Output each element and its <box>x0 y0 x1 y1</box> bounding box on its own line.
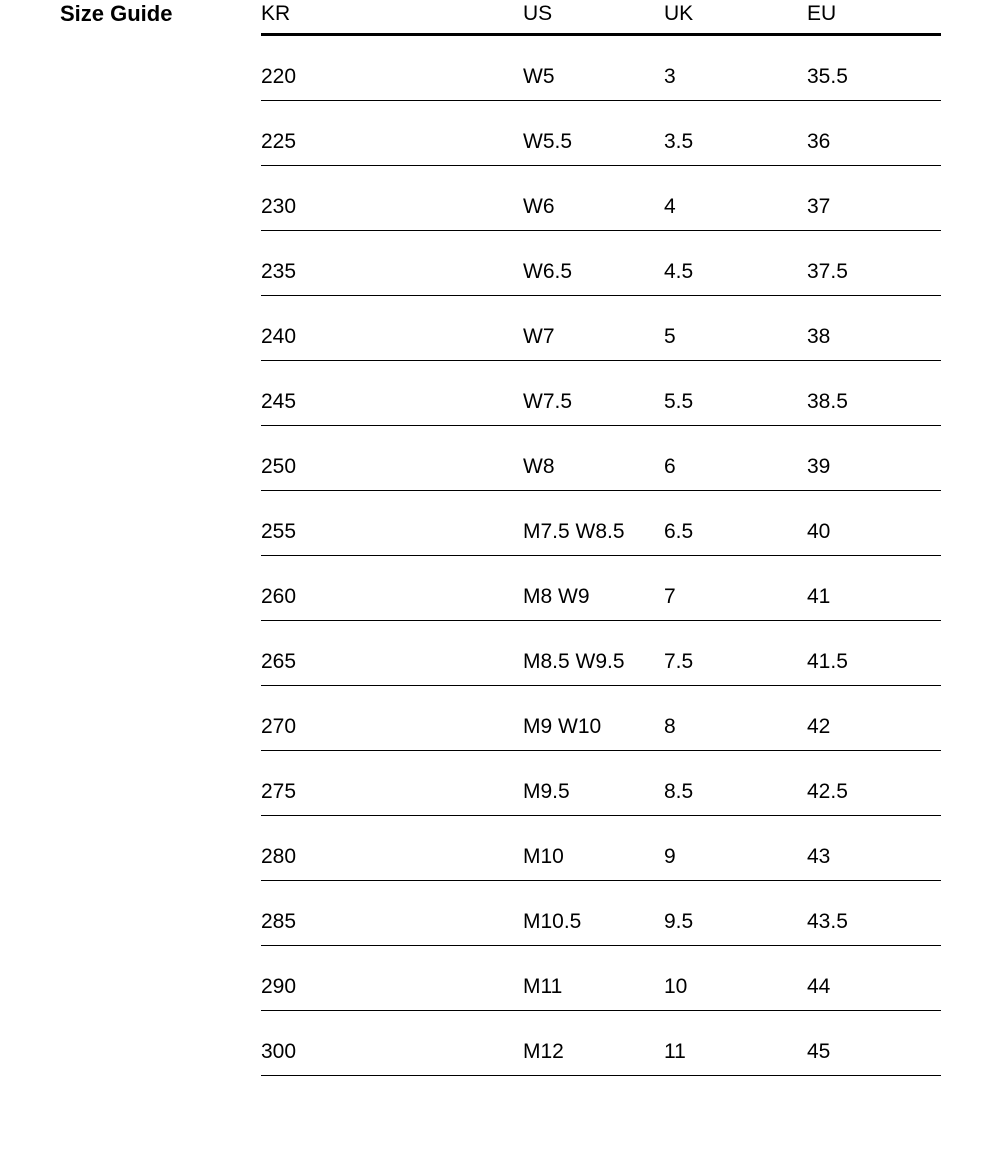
cell-kr: 230 <box>261 195 297 218</box>
table-row <box>261 426 941 491</box>
cell-uk: 5.5 <box>664 390 694 413</box>
cell-uk: 6.5 <box>664 520 694 543</box>
cell-us: W7 <box>523 325 555 348</box>
cell-eu: 38.5 <box>807 390 848 413</box>
cell-eu: 42.5 <box>807 780 848 803</box>
table-row <box>261 751 941 816</box>
cell-kr: 250 <box>261 455 297 478</box>
cell-kr: 270 <box>261 715 297 738</box>
cell-kr: 280 <box>261 845 297 868</box>
table-row <box>261 946 941 1011</box>
cell-eu: 36 <box>807 130 831 153</box>
cell-us: W8 <box>523 455 555 478</box>
cell-kr: 260 <box>261 585 297 608</box>
cell-kr: 290 <box>261 975 297 998</box>
table-row <box>261 556 941 621</box>
cell-us: M8.5 W9.5 <box>523 650 625 673</box>
cell-eu: 40 <box>807 520 831 543</box>
cell-kr: 265 <box>261 650 297 673</box>
cell-uk: 3.5 <box>664 130 694 153</box>
table-row <box>261 686 941 751</box>
cell-us: M7.5 W8.5 <box>523 520 625 543</box>
cell-eu: 37 <box>807 195 831 218</box>
table-header-row <box>261 0 941 36</box>
cell-us: M11 <box>523 975 563 998</box>
cell-eu: 39 <box>807 455 831 478</box>
cell-uk: 10 <box>664 975 688 998</box>
table-row <box>261 101 941 166</box>
cell-eu: 45 <box>807 1040 831 1063</box>
table-row <box>261 1011 941 1076</box>
cell-kr: 300 <box>261 1040 297 1063</box>
cell-kr: 235 <box>261 260 297 283</box>
cell-eu: 37.5 <box>807 260 848 283</box>
cell-uk: 4 <box>664 195 676 218</box>
header-kr: KR <box>261 2 291 25</box>
cell-uk: 6 <box>664 455 676 478</box>
table-row <box>261 361 941 426</box>
table-row <box>261 621 941 686</box>
cell-kr: 275 <box>261 780 297 803</box>
cell-kr: 220 <box>261 65 297 88</box>
table-row <box>261 166 941 231</box>
cell-kr: 240 <box>261 325 297 348</box>
cell-us: W5.5 <box>523 130 573 153</box>
table-row <box>261 816 941 881</box>
cell-uk: 11 <box>664 1040 686 1063</box>
table-row <box>261 881 941 946</box>
size-guide-title: Size Guide <box>60 1 173 26</box>
cell-eu: 43.5 <box>807 910 848 933</box>
cell-uk: 8 <box>664 715 676 738</box>
cell-kr: 285 <box>261 910 297 933</box>
cell-us: W5 <box>523 65 555 88</box>
cell-eu: 41.5 <box>807 650 848 673</box>
cell-eu: 41 <box>807 585 831 608</box>
cell-eu: 38 <box>807 325 831 348</box>
cell-uk: 3 <box>664 65 676 88</box>
cell-us: M9.5 <box>523 780 570 803</box>
cell-uk: 7.5 <box>664 650 694 673</box>
cell-kr: 225 <box>261 130 297 153</box>
cell-uk: 5 <box>664 325 676 348</box>
cell-us: M10 <box>523 845 564 868</box>
size-table <box>261 0 941 1076</box>
table-row <box>261 36 941 101</box>
cell-eu: 35.5 <box>807 65 848 88</box>
cell-us: M12 <box>523 1040 564 1063</box>
header-uk: UK <box>664 2 694 25</box>
cell-eu: 44 <box>807 975 831 998</box>
cell-eu: 43 <box>807 845 831 868</box>
cell-kr: 245 <box>261 390 297 413</box>
cell-uk: 8.5 <box>664 780 694 803</box>
cell-us: M10.5 <box>523 910 582 933</box>
table-row <box>261 231 941 296</box>
cell-uk: 9.5 <box>664 910 694 933</box>
cell-us: W6 <box>523 195 555 218</box>
header-us: US <box>523 2 553 25</box>
cell-us: M9 W10 <box>523 715 602 738</box>
cell-us: W7.5 <box>523 390 573 413</box>
cell-us: W6.5 <box>523 260 573 283</box>
table-row <box>261 296 941 361</box>
cell-kr: 255 <box>261 520 297 543</box>
cell-uk: 4.5 <box>664 260 694 283</box>
cell-uk: 7 <box>664 585 676 608</box>
header-eu: EU <box>807 2 837 25</box>
cell-us: M8 W9 <box>523 585 590 608</box>
cell-uk: 9 <box>664 845 676 868</box>
table-row <box>261 491 941 556</box>
cell-eu: 42 <box>807 715 831 738</box>
